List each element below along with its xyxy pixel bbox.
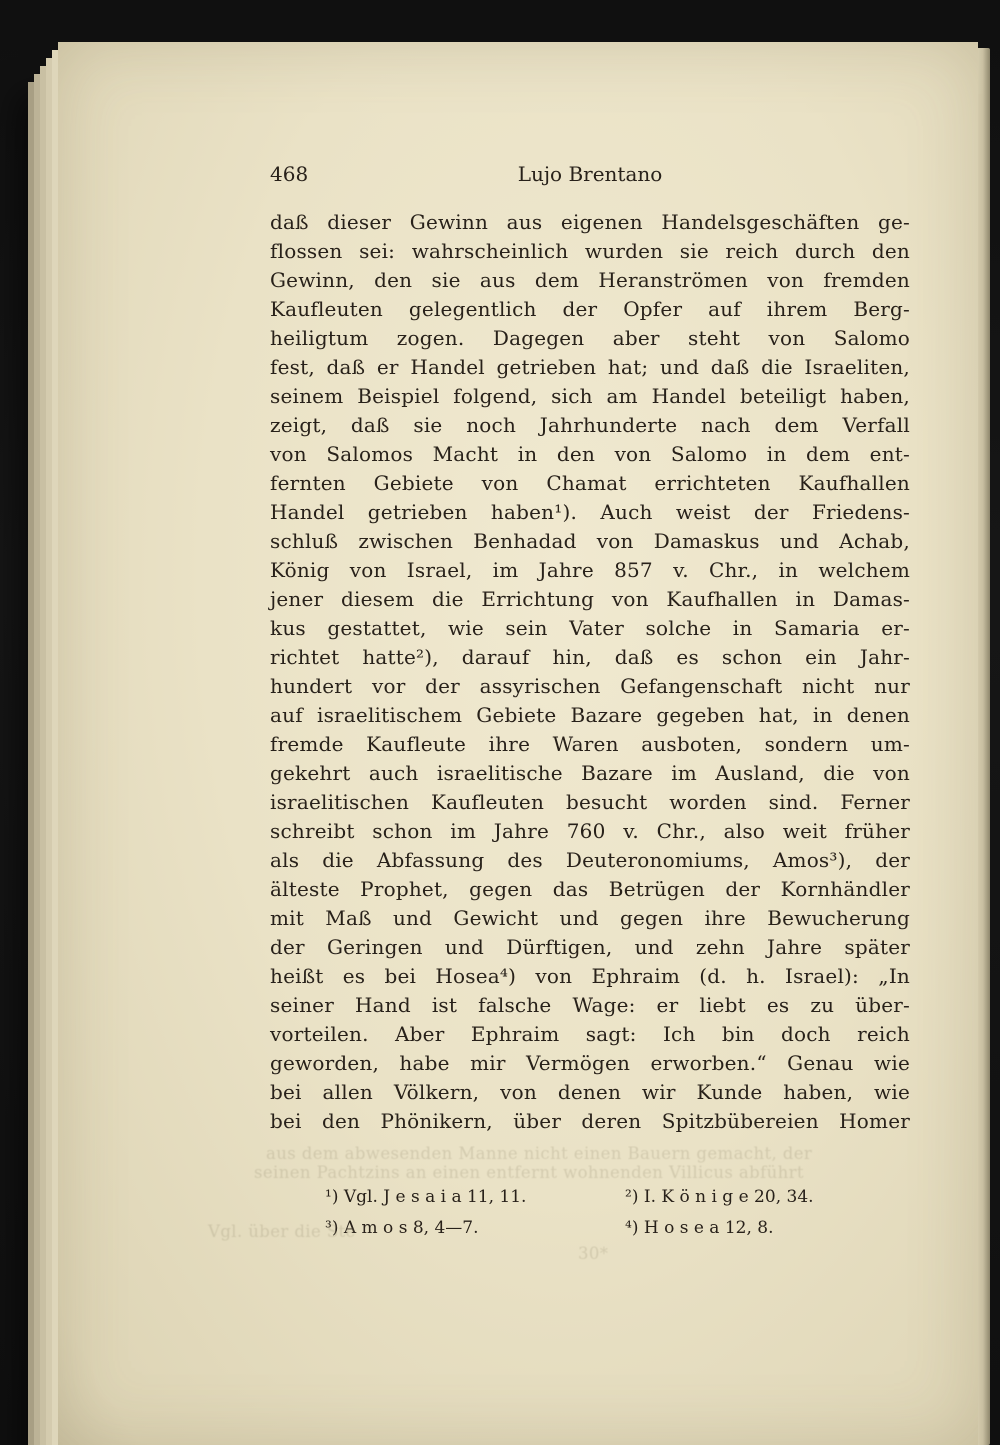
footnotes	[325, 1182, 910, 1244]
text-line: schreibt schon im Jahre 760 v. Chr., also weit früher	[270, 819, 910, 843]
text-line: flossen sei: wahrscheinlich wurden sie reich durch den	[270, 239, 910, 263]
text-line: König von Israel, im Jahre 857 v. Chr., in welchem	[270, 558, 910, 582]
body-text	[270, 208, 910, 1136]
footnote-left: ³) A m o s 8, 4—7.	[325, 1218, 479, 1238]
bleedthrough-text: aus dem abwesenden Manne nicht einen Bauern gemacht, der	[266, 1144, 813, 1163]
text-line: bei allen Völkern, von denen wir Kunde haben, wie	[270, 1080, 910, 1104]
text-line: Handel getrieben haben¹). Auch weist der Friedens-	[270, 500, 910, 524]
text-line: mit Maß und Gewicht und gegen ihre Bewucherung	[270, 906, 910, 930]
text-line: schluß zwischen Benhadad von Damaskus und Achab,	[270, 529, 910, 553]
text-line: vorteilen. Aber Ephraim sagt: Ich bin doch reich	[270, 1022, 910, 1046]
footnote-row	[325, 1182, 910, 1213]
footnote-left: ¹) Vgl. J e s a i a 11, 11.	[325, 1187, 527, 1207]
text-line: heißt es bei Hosea⁴) von Ephraim (d. h. Israel): „In	[270, 964, 910, 988]
running-head: Lujo Brentano	[517, 162, 663, 186]
text-line: fernten Gebiete von Chamat errichteten Kaufhallen	[270, 471, 910, 495]
text-line: seinem Beispiel folgend, sich am Handel beteiligt haben,	[270, 384, 910, 408]
text-line: gekehrt auch israelitische Bazare im Ausland, die von	[270, 761, 910, 785]
text-line: seiner Hand ist falsche Wage: er liebt es zu über-	[270, 993, 910, 1017]
text-line: heiligtum zogen. Dagegen aber steht von Salomo	[270, 326, 910, 350]
bleedthrough-text: seinen Pachtzins an einen entfernt wohnenden Villicus abführt	[254, 1163, 804, 1182]
text-line: älteste Prophet, gegen das Betrügen der Kornhändler	[270, 877, 910, 901]
page-number: 468	[270, 162, 309, 186]
text-line: bei den Phönikern, über deren Spitzbübereien Homer	[270, 1109, 910, 1133]
footnote-right: ²) I. K ö n i g e 20, 34.	[625, 1187, 814, 1207]
text-line: israelitischen Kaufleuten besucht worden sind. Ferner	[270, 790, 910, 814]
text-line: von Salomos Macht in den von Salomo in dem ent-	[270, 442, 910, 466]
footnote-right: ⁴) H o s e a 12, 8.	[625, 1218, 774, 1238]
text-line: der Geringen und Dürftigen, und zehn Jahre später	[270, 935, 910, 959]
page-header	[270, 162, 910, 188]
text-line: als die Abfassung des Deuteronomiums, Amos³), der	[270, 848, 910, 872]
text-line: richtet hatte²), darauf hin, daß es schon ein Jahr-	[270, 645, 910, 669]
text-line: fest, daß er Handel getrieben hat; und daß die Israeliten,	[270, 355, 910, 379]
text-line: auf israelitischem Gebiete Bazare gegeben hat, in denen	[270, 703, 910, 727]
bleedthrough-text: Vgl. über die Ste	[208, 1222, 356, 1241]
text-line: kus gestattet, wie sein Vater solche in Samaria er-	[270, 616, 910, 640]
bleedthrough-text: 30*	[578, 1244, 609, 1263]
text-line: Gewinn, den sie aus dem Heranströmen von fremden	[270, 268, 910, 292]
book-page	[58, 42, 978, 1445]
text-line: geworden, habe mir Vermögen erworben.“ Genau wie	[270, 1051, 910, 1075]
text-column	[270, 42, 910, 1244]
text-line: fremde Kaufleute ihre Waren ausboten, sondern um-	[270, 732, 910, 756]
text-line: jener diesem die Errichtung von Kaufhallen in Damas-	[270, 587, 910, 611]
footnote-row	[325, 1213, 910, 1244]
text-line: hundert vor der assyrischen Gefangenschaft nicht nur	[270, 674, 910, 698]
text-line: Kaufleuten gelegentlich der Opfer auf ihrem Berg-	[270, 297, 910, 321]
text-line: zeigt, daß sie noch Jahrhunderte nach dem Verfall	[270, 413, 910, 437]
text-line: daß dieser Gewinn aus eigenen Handelsgeschäften ge-	[270, 210, 910, 234]
